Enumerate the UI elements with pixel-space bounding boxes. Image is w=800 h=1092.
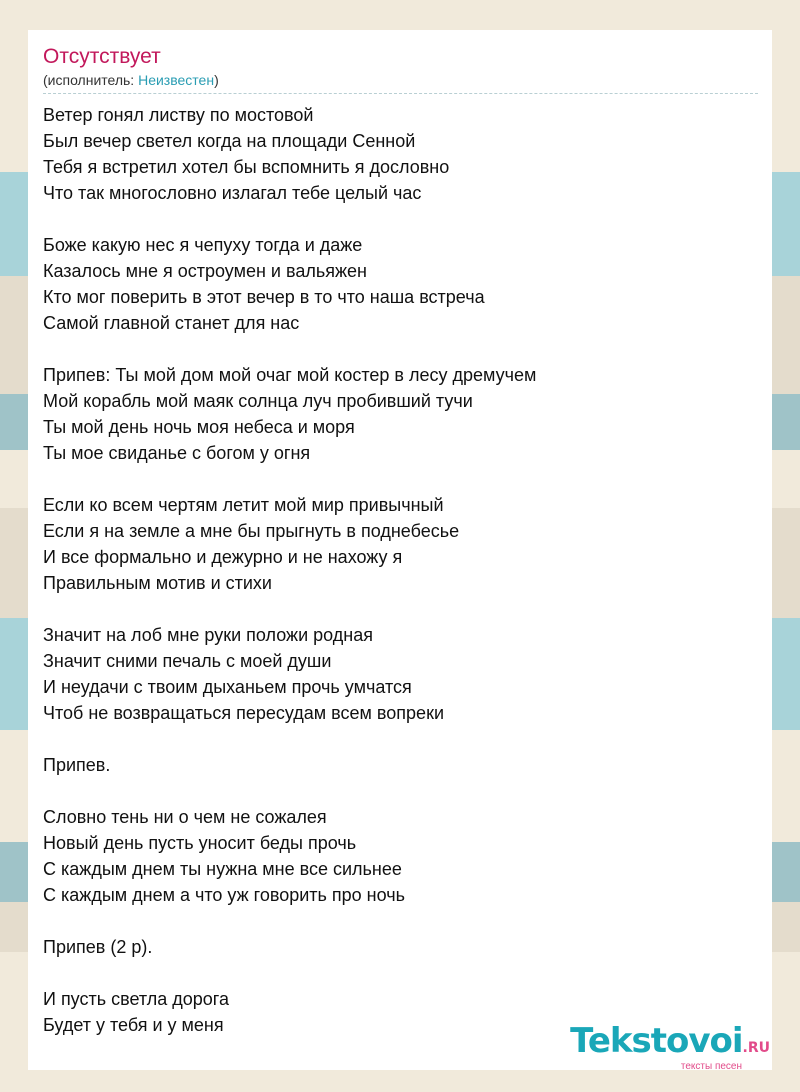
artist-link[interactable]: Неизвестен	[138, 72, 215, 88]
lyrics-line: Припев.	[43, 755, 111, 775]
lyrics-line: С каждым днем ты нужна мне все сильнее	[43, 859, 402, 879]
lyrics-line: Казалось мне я остроумен и вальяжен	[43, 261, 367, 281]
logo-tagline: тексты песен	[680, 1061, 742, 1072]
logo-main-text: Tekstovoi	[570, 1021, 743, 1061]
lyrics-line: Будет у тебя и у меня	[43, 1015, 224, 1035]
lyrics-stanza	[43, 102, 758, 206]
lyrics-line: И пусть светла дорога	[43, 989, 229, 1009]
lyrics-card	[28, 30, 772, 1070]
song-title: Отсутствует	[43, 45, 161, 68]
artist-line	[43, 70, 758, 94]
lyrics-line: И неудачи с твоим дыханьем прочь умчатся	[43, 677, 412, 697]
lyrics-line: Ты мое свиданье с богом у огня	[43, 443, 311, 463]
lyrics-stanza	[43, 232, 758, 336]
lyrics-line: Ты мой день ночь моя небеса и моря	[43, 417, 355, 437]
lyrics-line: Значит сними печаль с моей души	[43, 651, 332, 671]
lyrics-line: Ветер гонял листву по мостовой	[43, 105, 314, 125]
lyrics-stanza	[43, 492, 758, 596]
lyrics-stanza	[43, 804, 758, 908]
lyrics-line: Значит на лоб мне руки положи родная	[43, 625, 373, 645]
lyrics-line: Что так многословно излагал тебе целый час	[43, 183, 422, 203]
lyrics-line: Словно тень ни о чем не сожалея	[43, 807, 327, 827]
logo-domain: .RU	[742, 1040, 770, 1056]
lyrics-line: Если я на земле а мне бы прыгнуть в поднебесье	[43, 521, 460, 541]
lyrics-stanza	[43, 752, 758, 778]
lyrics-line: Тебя я встретил хотел бы вспомнить я дословно	[43, 157, 450, 177]
lyrics-stanza	[43, 934, 758, 960]
lyrics-stanza	[43, 622, 758, 726]
lyrics-line: Правильным мотив и стихи	[43, 573, 272, 593]
lyrics-line: Новый день пусть уносит беды прочь	[43, 833, 357, 853]
lyrics-line: Мой корабль мой маяк солнца луч пробивший тучи	[43, 391, 473, 411]
artist-prefix: (исполнитель:	[43, 72, 139, 88]
lyrics-line: И все формально и дежурно и не нахожу я	[43, 547, 403, 567]
logo-wordmark	[570, 1023, 770, 1066]
lyrics-line: Боже какую нес я чепуху тогда и даже	[43, 235, 363, 255]
lyrics-line: Если ко всем чертям летит мой мир привычный	[43, 495, 444, 515]
artist-suffix: )	[214, 72, 219, 88]
site-logo[interactable]	[570, 1023, 770, 1072]
lyrics-text	[43, 102, 758, 1038]
lyrics-line: Припев (2 р).	[43, 937, 153, 957]
lyrics-line: Кто мог поверить в этот вечер в то что наша встреча	[43, 287, 485, 307]
lyrics-line: Самой главной станет для нас	[43, 313, 300, 333]
lyrics-line: С каждым днем а что уж говорить про ночь	[43, 885, 405, 905]
lyrics-line: Припев: Ты мой дом мой очаг мой костер в лесу дремучем	[43, 365, 537, 385]
lyrics-line: Чтоб не возвращаться пересудам всем вопреки	[43, 703, 445, 723]
lyrics-stanza	[43, 362, 758, 466]
lyrics-line: Был вечер светел когда на площади Сенной	[43, 131, 416, 151]
